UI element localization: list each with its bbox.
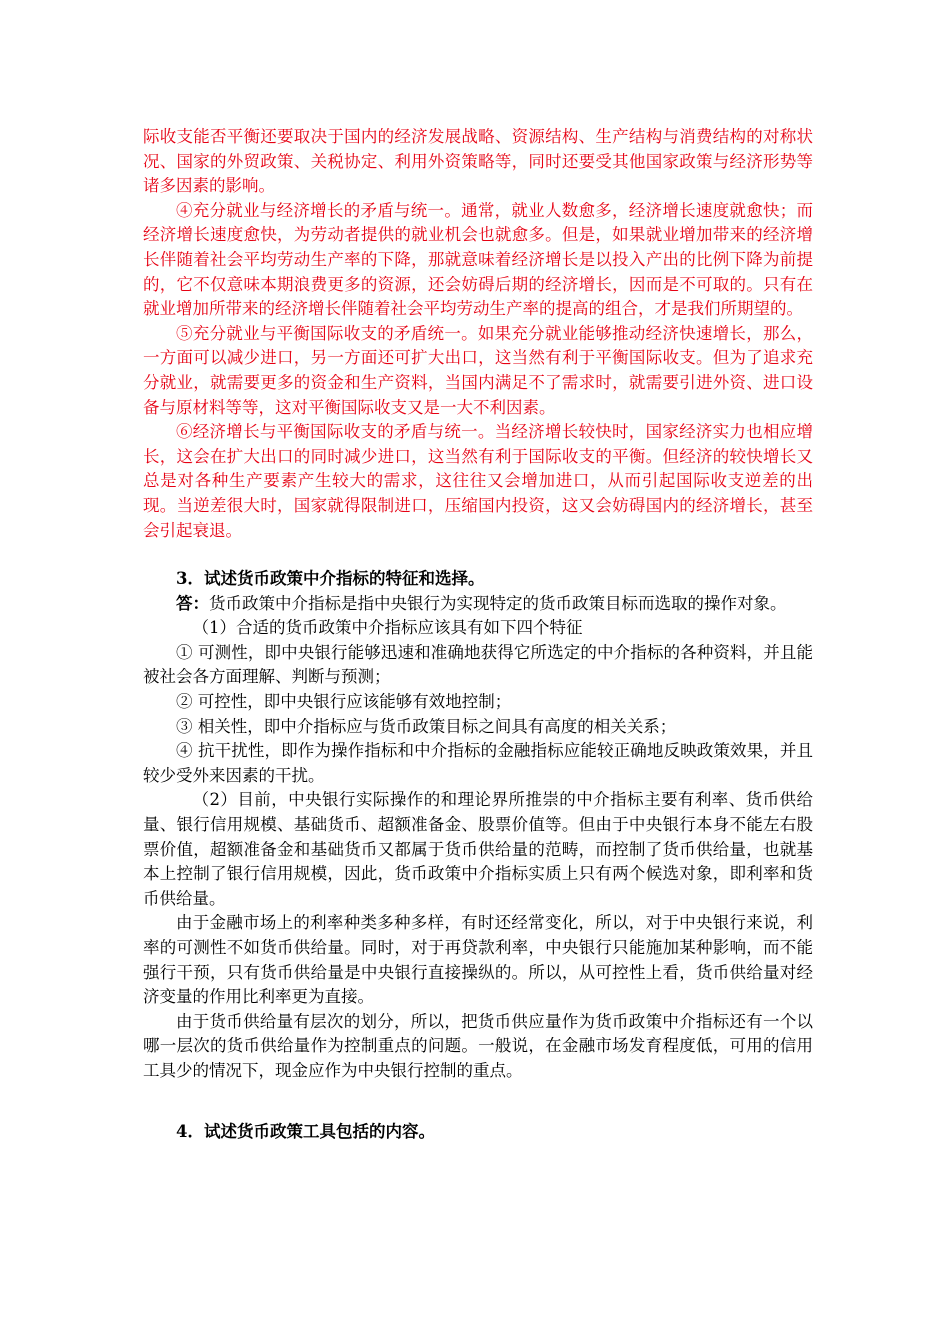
list-item-controllability: ② 可控性，即中央银行应该能够有效地控制； (176, 692, 512, 712)
paragraph-interest-rate: 由于金融市场上的利率种类多种多样，有时还经常变化，所以，对于中央银行来说，利率的可测性不如货币供给量。同时，对于再贷款利率，中央银行只能施加某种影响，而不能强行干预，只有货币供给量是中央银行直接操纵的。所以，从可控性上看，货币供给量对经济变量的作用比利率更为直接。 (143, 913, 813, 1007)
section-3-heading: 3．试述货币政策中介指标的特征和选择。 (176, 569, 485, 589)
list-item-measurability: ① 可测性，即中央银行能够迅速和准确地获得它所选定的中介指标的各种资料，并且能被社会各方面理解、判断与预测； (143, 642, 813, 687)
paragraph-money-supply-levels: 由于货币供给量有层次的划分，所以，把货币供应量作为货币政策中介指标还有一个以哪一层次的货币供给量作为控制重点的问题。一般说，在金融市场发育程度低，可用的信用工具少的情况下，现金应作为中央银行控制的重点。 (143, 1011, 813, 1080)
subsection-1-title: （1）合适的货币政策中介指标应该具有如下四个特征 (192, 618, 583, 638)
document-body (143, 125, 813, 1144)
list-item-anti-interference: ④ 抗干扰性，即作为操作指标和中介指标的金融指标应能较正确地反映政策效果，并且较少受外来因素的干扰。 (143, 741, 813, 785)
paragraph-growth-balance: ⑥经济增长与平衡国际收支的矛盾与统一。当经济增长较快时，国家经济实力也相应增长，这会在扩大出口的同时减少进口，这当然有利于国际收支的平衡。但经济的较快增长又总是对各种生产要素产生较大的需求，这往往又会增加进口，从而引起国际收支逆差的出现。当逆差很大时，国家就得限制进口，压缩国内投资，这又会妨碍国内的经济增长，甚至会引起衰退。 (143, 422, 813, 540)
subsection-2-paragraph: （2）目前，中央银行实际操作的和理论界所推崇的中介指标主要有利率、货币供给量、银行信用规模、基础货币、超额准备金、股票价值等。但由于中央银行本身不能左右股票价值，超额准备金和基础货币又都属于货币供给量的范畴，而控制了货币供给量，也就基本上控制了银行信用规模，因此，货币政策中介指标实质上只有两个候选对象，即利率和货币供给量。 (143, 790, 813, 908)
paragraph-employment-growth: ④充分就业与经济增长的矛盾与统一。通常，就业人数愈多，经济增长速度就愈快；而经济增长速度愈快，为劳动者提供的就业机会也就愈多。但是，如果就业增加带来的经济增长伴随着社会平均劳动生产率的下降，那就意味着经济增长是以投入产出的比例下降为前提的，它不仅意味本期浪费更多的资源，还会妨碍后期的经济增长，因而是不可取的。只有在就业增加所带来的经济增长伴随着社会平均劳动生产率的提高的组合，才是我们所期望的。 (143, 200, 813, 319)
section-3-answer (143, 592, 813, 617)
list-item-relevance: ③ 相关性，即中介指标应与货币政策目标之间具有高度的相关关系； (176, 716, 677, 736)
paragraph-employment-balance: ⑤充分就业与平衡国际收支的矛盾统一。如果充分就业能够推动经济快速增长，那么，一方面可以减少进口，另一方面还可扩大出口，这当然有利于平衡国际收支。但为了追求充分就业，就需要更多的资金和生产资料，当国内满足不了需求时，就需要引进外资、进口设备与原材料等等，这对平衡国际收支又是一大不利因素。 (143, 323, 813, 417)
paragraph-balance-factors: 际收支能否平衡还要取决于国内的经济发展战略、资源结构、生产结构与消费结构的对称状况、国家的外贸政策、关税协定、利用外资策略等，同时还要受其他国家政策与经济形势等诸多因素的影响。 (143, 127, 813, 196)
answer-label: 答： (176, 593, 209, 613)
section-4-heading: 4．试述货币政策工具包括的内容。 (176, 1121, 435, 1141)
answer-text: 货币政策中介指标是指中央银行为实现特定的货币政策目标而选取的操作对象。 (209, 593, 787, 613)
